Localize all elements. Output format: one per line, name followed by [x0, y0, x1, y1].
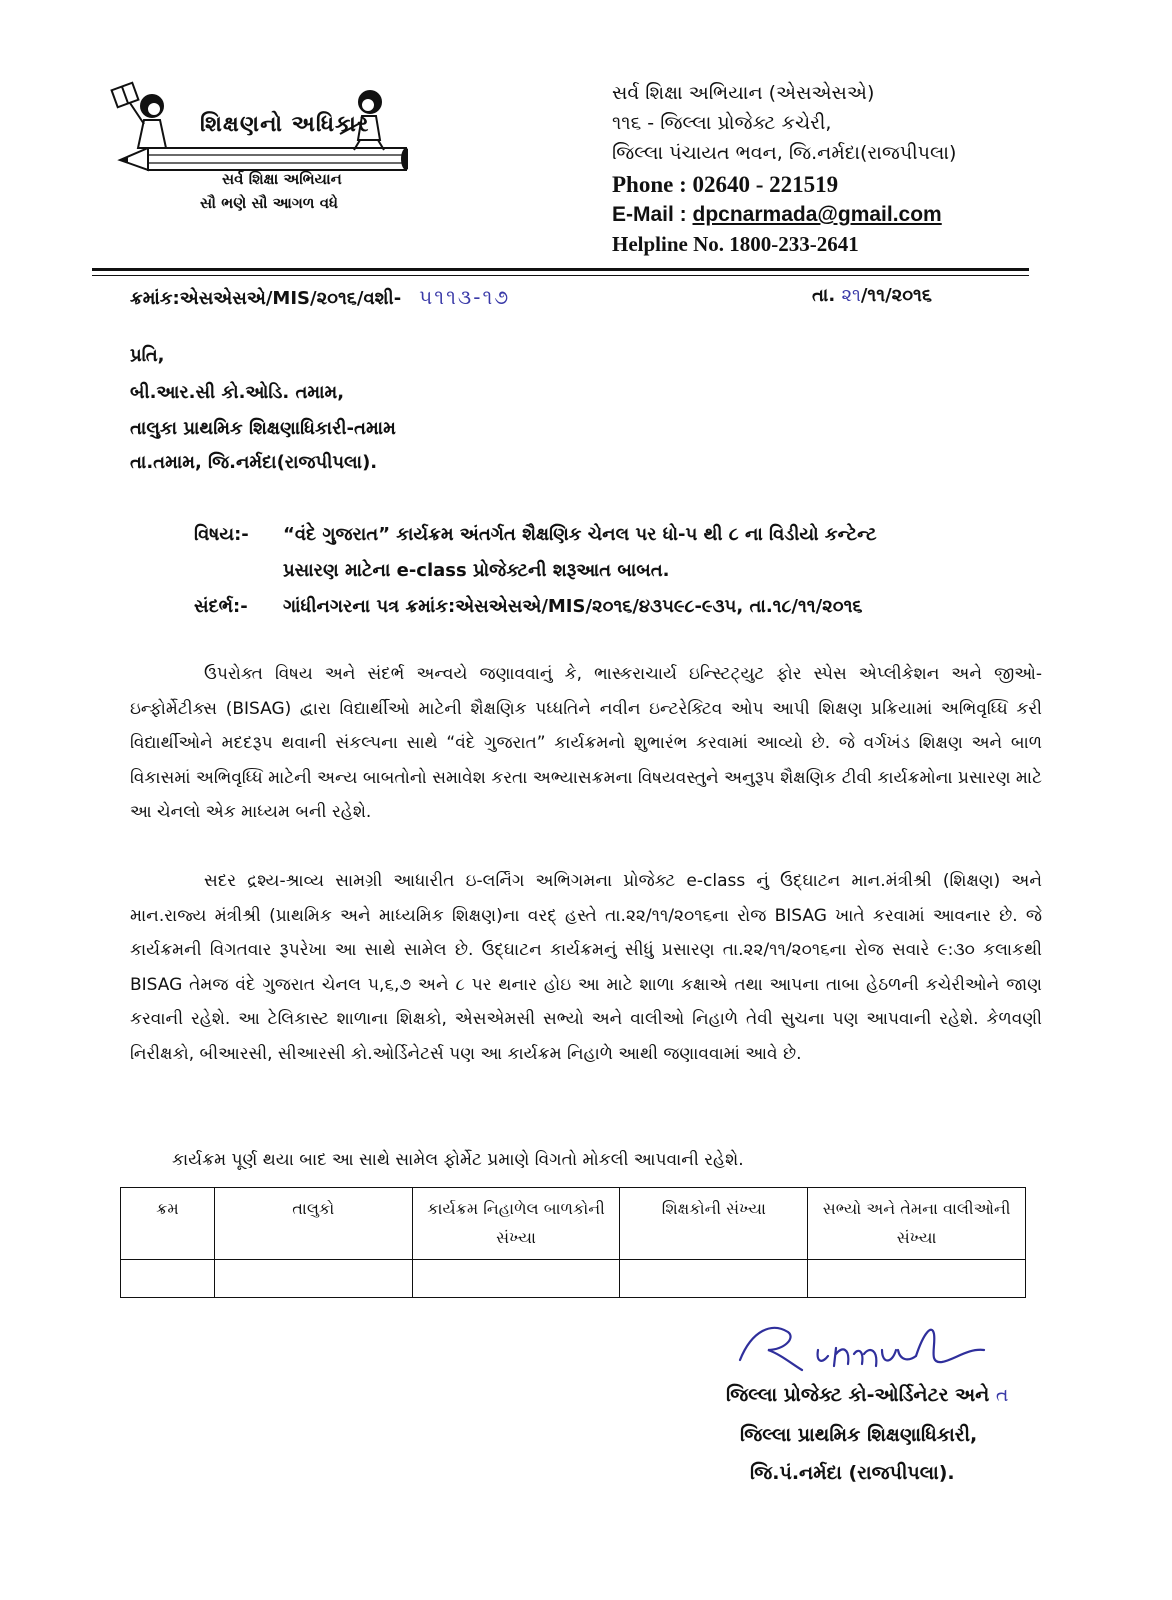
letter-date: [812, 285, 932, 306]
org-name: સર્વ શિક્ષા અભિયાન (એસએસએ): [612, 82, 875, 104]
table-header: સભ્યો અને તેમના વાલીઓની સંખ્યા: [808, 1188, 1026, 1260]
date-day-handwritten: ૨૧: [841, 285, 861, 306]
reference-label: ક્રમાંક:એસએસએ/MIS/૨૦૧૬/વશી-: [130, 288, 402, 309]
recipient-line: બી.આર.સી કો.ઓડિ. તમામ,: [130, 382, 345, 403]
table-header: શિક્ષકોની સંખ્યા: [620, 1188, 808, 1260]
paragraph-text: ઉપરોક્ત વિષય અને સંદર્ભ અન્વયે જણાવવાનું કે, ભાસ્કરાચાર્ય ઇન્સ્ટિટ્યુટ ફોર સ્પેસ એપ્લીકેશન અને જીઓ-ઇન્ફોર્મેટીક્સ (BISAG) દ્વારા વિદ્યાર્થીઓ માટેની શૈક્ષણિક પધ્ધતિને નવીન ઇન્ટરેક્ટિવ ઓપ આપી શિક્ષણ પ્રક્રિયામાં અભિવૃધ્ધિ કરી વિદ્યાર્થીઓને મદદરૂપ થવાની સંકલ્પના સાથે “વંદે ગુજરાત” કાર્યક્રમનો શુભારંભ કરવામાં આવ્યો છે. જે વર્ગખંડ શિક્ષણ અને બાળ વિકાસમાં અભિવૃધ્ધિ માટેની અન્ય બાબતોનો સમાવેશ કરતા અભ્યાસક્રમના વિષયવસ્તુને અનુરૂપ શૈક્ષણિક ટીવી કાર્યક્રમોના પ્રસારણ માટે આ ચેનલો એક માધ્યમ બની રહેશે.: [130, 664, 1042, 822]
email-line: [612, 203, 942, 227]
reference-handwritten: ૫૧૧૩-૧૭: [419, 285, 511, 309]
table-row: [121, 1260, 1026, 1298]
table-header: તાલુકો: [214, 1188, 412, 1260]
header-divider-thin: [92, 275, 1029, 276]
body-paragraph: [130, 864, 1042, 1071]
handwritten-signature: [732, 1320, 992, 1380]
body-paragraph: [130, 657, 1042, 830]
paragraph-text: કાર્યક્રમ પૂર્ણ થયા બાદ આ સાથે સામેલ ફોર્મેટ પ્રમાણે વિગતો મોકલી આપવાની રહેશે.: [172, 1150, 744, 1170]
phone-line: [612, 172, 838, 198]
helpline: Helpline No. 1800-233-2641: [612, 232, 859, 256]
phone-number: 02640 - 221519: [692, 172, 839, 197]
signatory-handwritten-mark: ત: [995, 1384, 1009, 1406]
logo-title: શિક્ષણનો અધિકાર: [200, 112, 370, 137]
table-cell: [214, 1260, 412, 1298]
date-label: તા.: [812, 285, 836, 306]
header-divider-thick: [92, 268, 1029, 271]
table-cell: [121, 1260, 215, 1298]
signatory-line: જિલ્લા પ્રોજેક્ટ કો-ઓર્ડિનેટર અને: [726, 1384, 990, 1406]
email-link[interactable]: dpcnarmada@gmail.com: [692, 203, 942, 226]
subject-label: વિષય:-: [194, 524, 249, 545]
reference-text: ગાંધીનગરના પત્ર ક્રમાંક:એસએસએ/MIS/૨૦૧૬/૪૩૫૯૮-૯૩૫, તા.૧૮/૧૧/૨૦૧૬: [283, 596, 863, 617]
subject-line: પ્રસારણ માટેના e-class પ્રોજેક્ટની શરૂઆત બાબત.: [283, 560, 670, 581]
logo-slogan: સૌ ભણે સૌ આગળ વધે: [200, 194, 339, 212]
logo-subtitle: સર્વ શિક્ષા અભિયાન: [222, 170, 342, 188]
table-cell: [412, 1260, 620, 1298]
report-format-table: [120, 1187, 1026, 1298]
table-header-row: [121, 1188, 1026, 1260]
subject-line: “વંદે ગુજરાત” કાર્યક્રમ અંતર્ગત શૈક્ષણિક ચેનલ પર ધો-૫ થી ૮ ના વિડીયો કન્ટેન્ટ: [283, 524, 877, 545]
office-name: ૧૧૬ - જિલ્લા પ્રોજેક્ટ કચેરી,: [612, 112, 832, 134]
reference-number: [130, 285, 510, 309]
table-cell: [620, 1260, 808, 1298]
email-label: E-Mail :: [612, 203, 687, 226]
table-header: ક્રમ: [121, 1188, 215, 1260]
table-header: કાર્યક્રમ નિહાળેલ બાળકોની સંખ્યા: [412, 1188, 620, 1260]
phone-label: Phone :: [612, 172, 687, 197]
paragraph-text: સદર દ્રશ્ય-શ્રાવ્ય સામગ્રી આધારીત ઇ-લર્નિંગ અભિગમના પ્રોજેક્ટ e-class નું ઉદ્ઘાટન માન.મંત્રીશ્રી (શિક્ષણ) અને માન.રાજ્ય મંત્રીશ્રી (પ્રાથમિક અને માધ્યમિક શિક્ષણ)ના વરદ્ હસ્તે તા.૨૨/૧૧/૨૦૧૬ના રોજ BISAG ખાતે કરવામાં આવનાર છે. જે કાર્યક્રમની વિગતવાર રૂપરેખા આ સાથે સામેલ છે. ઉદ્ઘાટન કાર્યક્રમનું સીધું પ્રસારણ તા.૨૨/૧૧/૨૦૧૬ના રોજ સવારે ૯:૩૦ કલાકથી BISAG તેમજ વંદે ગુજરાત ચેનલ ૫,૬,૭ અને ૮ પર થનાર હોઇ આ માટે શાળા કક્ષાએ તથા આપના તાબા હેઠળની કચેરીઓને જાણ કરવાની રહેશે. આ ટેલિકાસ્ટ શાળાના શિક્ષકો, એસએમસી સભ્યો અને વાલીઓ નિહાળે તેવી સુચના પણ આપવાની રહેશે. કેળવણી નિરીક્ષકો, બીઆરસી, સીઆરસી કો.ઓર્ડિનેટર્સ પણ આ કાર્યક્રમ નિહાળે આથી જણાવવામાં આવે છે.: [130, 871, 1042, 1064]
girl-reading-icon: [112, 83, 166, 148]
reference-label: સંદર્ભ:-: [194, 596, 248, 617]
body-paragraph: [130, 1143, 1042, 1178]
recipient-line: તા.તમામ, જિ.નર્મદા(રાજપીપલા).: [130, 452, 378, 473]
signatory-title: [726, 1384, 1009, 1406]
office-address: જિલ્લા પંચાયત ભવન, જિ.નર્મદા(રાજપીપલા): [612, 142, 957, 164]
pencil-icon: [120, 148, 408, 170]
signatory-line: જિ.પં.નર્મદા (રાજપીપલા).: [750, 1462, 955, 1484]
table-cell: [808, 1260, 1026, 1298]
recipient-salutation: પ્રતિ,: [130, 345, 165, 366]
date-month-year: /૧૧/૨૦૧૬: [860, 285, 932, 306]
signatory-line: જિલ્લા પ્રાથમિક શિક્ષણાધિકારી,: [740, 1424, 978, 1446]
recipient-line: તાલુકા પ્રાથમિક શિક્ષણાધિકારી-તમામ: [130, 418, 396, 439]
